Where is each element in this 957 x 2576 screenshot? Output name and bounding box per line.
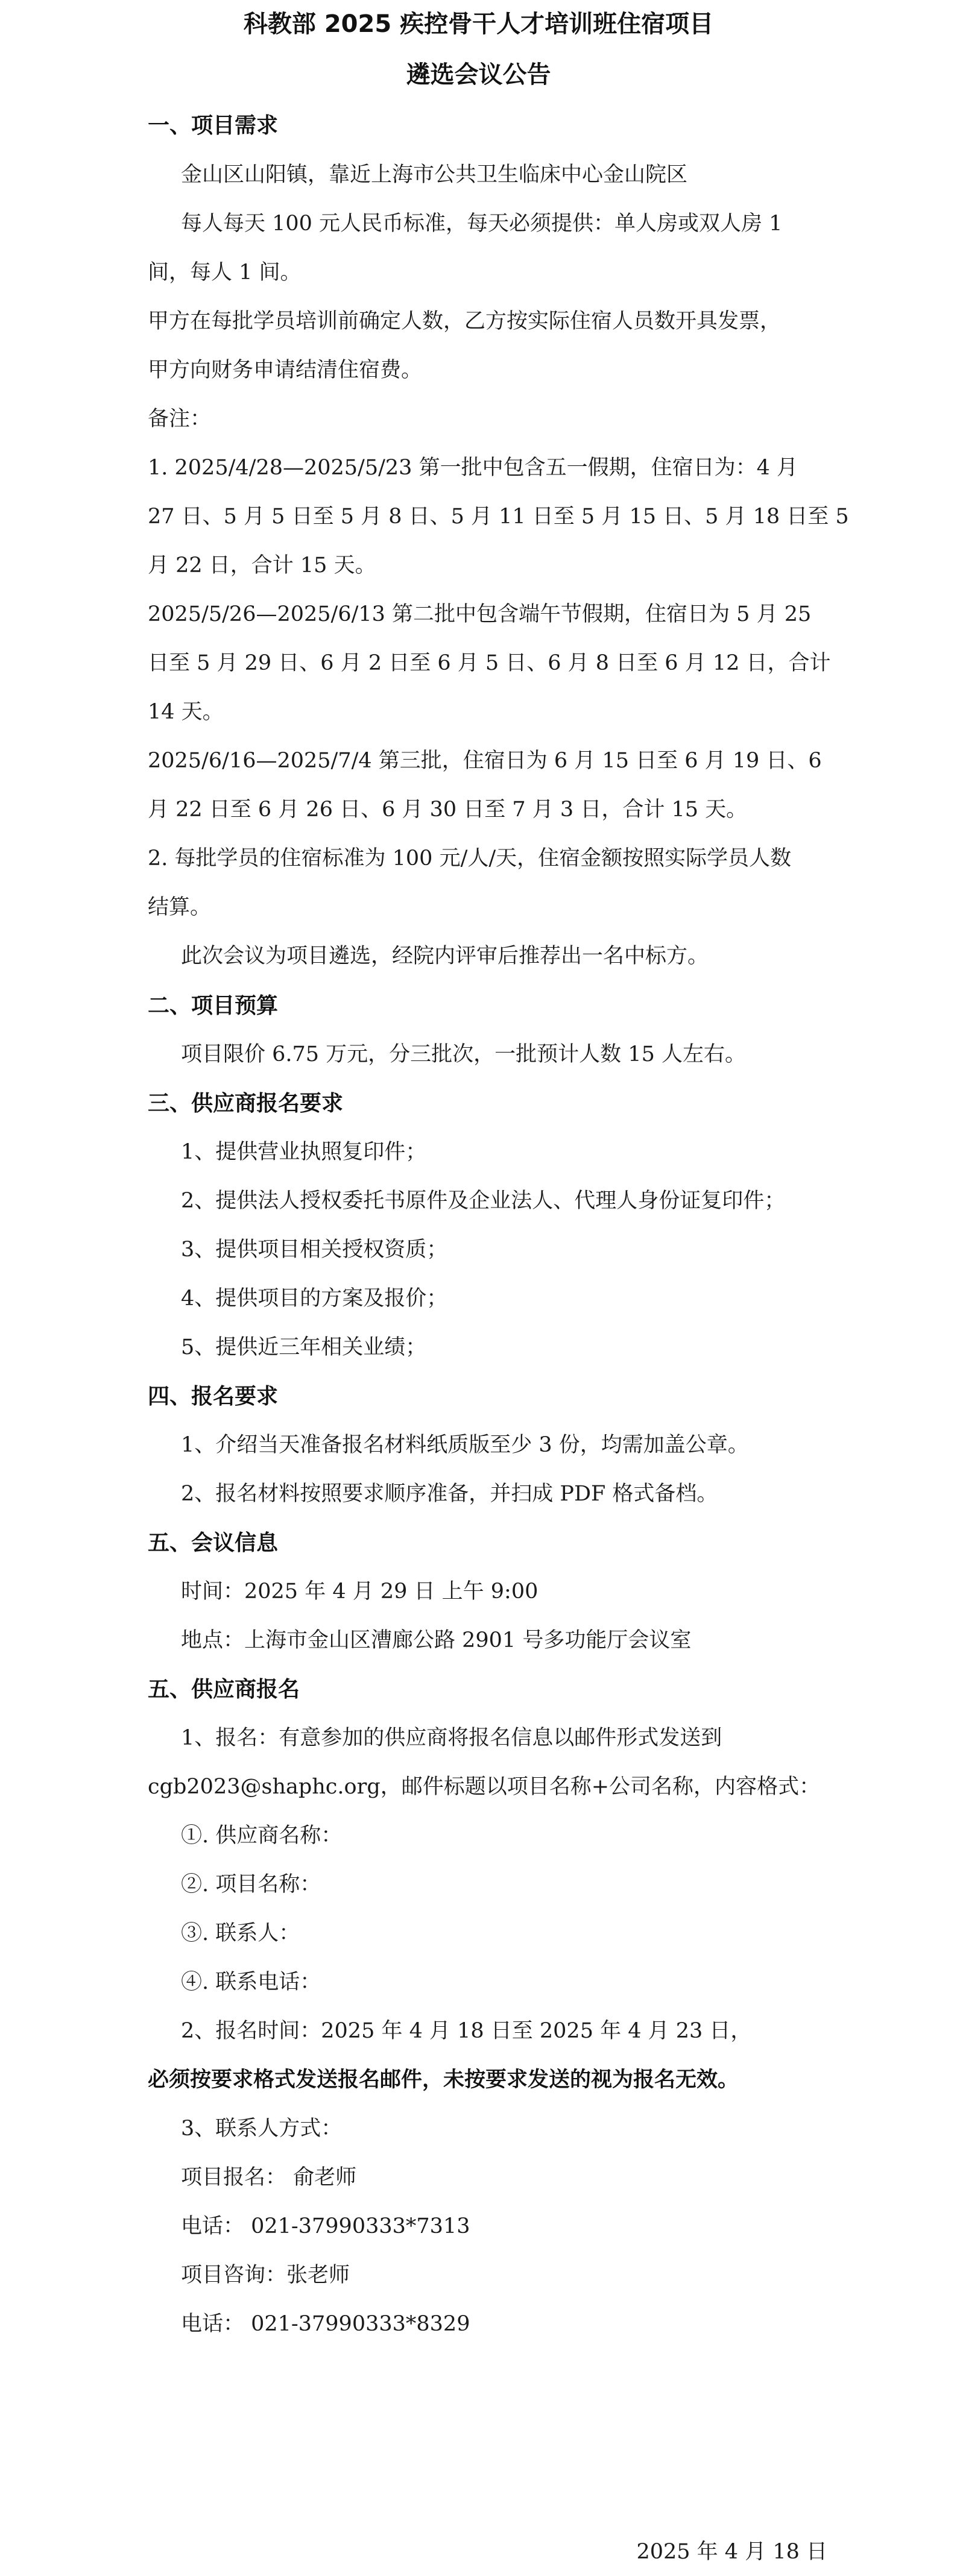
section-heading-registration-requirements: 四、报名要求 (148, 1384, 279, 1409)
note-label: 备注： (148, 407, 212, 431)
registration-period: 2、报名时间：2025 年 4 月 18 日至 2025 年 4 月 23 日， (181, 2019, 752, 2043)
paragraph-line: 每人每天 100 元人民币标准，每天必须提供：单人房或双人房 1 (181, 212, 783, 236)
form-field-label: ④. 联系电话： (181, 1970, 321, 1994)
document-title: 科教部 2025 疾控骨干人才培训班住宿项目 (243, 10, 714, 38)
section-heading-supplier-requirements: 三、供应商报名要求 (148, 1091, 344, 1116)
contact-phone: 电话： 021-37990333*8329 (181, 2312, 470, 2336)
paragraph-line: 甲方在每批学员培训前确定人数，乙方按实际住宿人员数开具发票， (148, 309, 782, 333)
form-field-label: ①. 供应商名称： (181, 1824, 343, 1848)
paragraph-line: 1. 2025/4/28—2025/5/23 第一批中包含五一假期，住宿日为：4 月 (148, 456, 798, 480)
footer-date: 2025 年 4 月 18 日 (636, 2540, 827, 2564)
meeting-time: 时间：2025 年 4 月 29 日 上午 9:00 (181, 1579, 539, 1604)
paragraph-line: 甲方向财务申请结清住宿费。 (148, 358, 423, 382)
paragraph-line: 结算。 (148, 895, 212, 919)
list-item: 2、报名材料按照要求顺序准备，并扫成 PDF 格式备档。 (181, 1482, 718, 1506)
paragraph-line: 项目限价 6.75 万元，分三批次，一批预计人数 15 人左右。 (181, 1042, 746, 1066)
paragraph-line: 金山区山阳镇，靠近上海市公共卫生临床中心金山院区 (181, 163, 688, 187)
section-heading-requirements: 一、项目需求 (148, 113, 279, 138)
contact-heading: 3、联系人方式： (181, 2117, 343, 2141)
document-subtitle: 遴选会议公告 (406, 61, 551, 89)
paragraph-line: 2. 每批学员的住宿标准为 100 元/人/天，住宿金额按照实际学员人数 (148, 846, 792, 871)
email-line: cgb2023@shaphc.org，邮件标题以项目名称+公司名称，内容格式： (148, 1775, 821, 1799)
paragraph-line: 日至 5 月 29 日、6 月 2 日至 6 月 5 日、6 月 8 日至 6 月 12 日，合计 (148, 651, 831, 675)
list-item: 1、提供营业执照复印件； (181, 1140, 427, 1164)
paragraph-line: 27 日、5 月 5 日至 5 月 8 日、5 月 11 日至 5 月 15 日、5 月 18 日至 5 (148, 505, 849, 529)
list-item: 3、提供项目相关授权资质； (181, 1238, 448, 1262)
section-heading-supplier-registration: 五、供应商报名 (148, 1677, 300, 1702)
contact-consultation: 项目咨询：张老师 (181, 2263, 350, 2287)
list-item: 4、提供项目的方案及报价； (181, 1286, 448, 1311)
paragraph-line: 2025/5/26—2025/6/13 第二批中包含端午节假期，住宿日为 5 月 25 (148, 602, 812, 626)
paragraph-line: 月 22 日，合计 15 天。 (148, 553, 376, 578)
form-field-label: ③. 联系人： (181, 1921, 300, 1945)
list-item: 1、介绍当天准备报名材料纸质版至少 3 份，均需加盖公章。 (181, 1433, 749, 1457)
paragraph-line: 月 22 日至 6 月 26 日、6 月 30 日至 7 月 3 日，合计 15 天。 (148, 798, 748, 822)
paragraph-line: 2025/6/16—2025/7/4 第三批，住宿日为 6 月 15 日至 6 月 19 日、6 (148, 749, 822, 773)
section-heading-meeting-info: 五、会议信息 (148, 1531, 279, 1555)
list-item: 5、提供近三年相关业绩； (181, 1335, 427, 1359)
paragraph-line: 间，每人 1 间。 (148, 260, 302, 285)
form-field-label: ②. 项目名称： (181, 1872, 321, 1897)
warning-notice: 必须按要求格式发送报名邮件，未按要求发送的视为报名无效。 (148, 2068, 739, 2092)
section-heading-budget: 二、项目预算 (148, 994, 279, 1018)
paragraph-line: 14 天。 (148, 700, 224, 724)
meeting-location: 地点：上海市金山区漕廊公路 2901 号多功能厅会议室 (181, 1628, 692, 1652)
paragraph-line: 此次会议为项目遴选，经院内评审后推荐出一名中标方。 (181, 944, 709, 968)
contact-registration: 项目报名： 俞老师 (181, 2165, 357, 2190)
list-item: 2、提供法人授权委托书原件及企业法人、代理人身份证复印件； (181, 1189, 786, 1213)
paragraph-line: 1、报名：有意参加的供应商将报名信息以邮件形式发送到 (181, 1726, 722, 1750)
contact-phone: 电话： 021-37990333*7313 (181, 2214, 470, 2238)
